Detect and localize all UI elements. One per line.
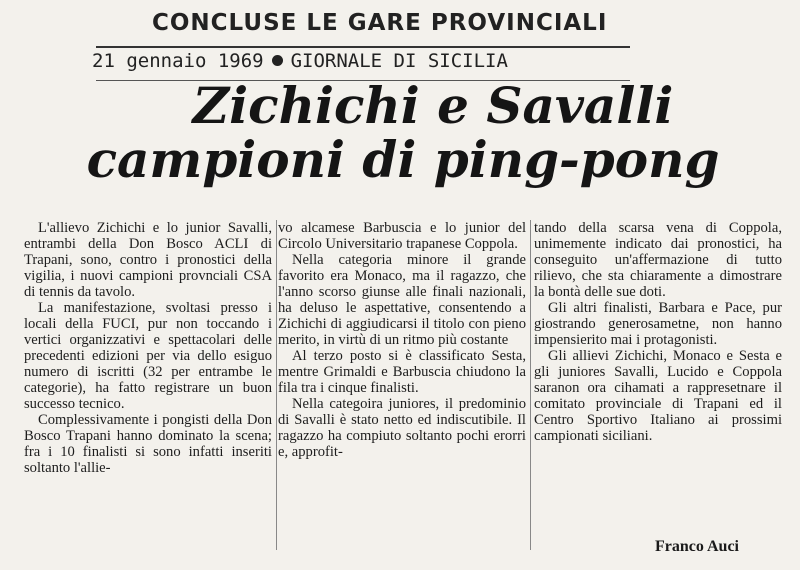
article-paragraph: vo alcamese Barbuscia e lo junior del Circolo Universitario trapanese Coppola. xyxy=(278,220,526,252)
article-column-1 xyxy=(24,220,272,476)
article-paragraph: tando della scarsa vena di Coppola, unimemente indicato dai pronostici, ha conseguito un'affermazione di tutto rilievo, che sta chiaramente a dimostrare la bontà delle sue doti. xyxy=(534,220,782,300)
column-divider xyxy=(276,220,277,550)
byline: Franco Auci xyxy=(655,538,739,555)
headline-line-1: Zichichi e Savalli xyxy=(192,76,674,135)
article-paragraph: Complessivamente i pongisti della Don Bosco Trapani hanno dominato la scena; fra i 10 finalisti si sono infatti inseriti soltanto l'allie- xyxy=(24,412,272,476)
dateline xyxy=(92,50,632,72)
article-paragraph: Gli allievi Zichichi, Monaco e Sesta e gli juniores Savalli, Lucido e Coppola saranon ora cihamati a rappresetnare il comitato provinciale di Trapani ed il Centro Sportivo Italiano ai prossimi campionati siciliani. xyxy=(534,348,782,444)
article-paragraph: L'allievo Zichichi e lo junior Savalli, entrambi della Don Bosco ACLI di Trapani, sono, contro i pronostici della vigilia, i nuovi campioni provnciali CSA di tennis da tavolo. xyxy=(24,220,272,300)
bullet-icon xyxy=(272,55,283,66)
article-body xyxy=(18,220,788,550)
kicker-headline: CONCLUSE LE GARE PROVINCIALI xyxy=(152,10,608,36)
column-divider xyxy=(530,220,531,550)
article-paragraph: Gli altri finalisti, Barbara e Pace, pur giostrando generosametne, non hanno impensierito mai i protagonisti. xyxy=(534,300,782,348)
article-paragraph: La manifestazione, svoltasi presso i locali della FUCI, pur non toccando i vertici organizzativi e spettacolari delle precedenti edizioni per via dello esiguo numero di iscritti (32 per entrambe le categorie), ha fatto registrare un buon successo tecnico. xyxy=(24,300,272,412)
kicker-rule xyxy=(96,46,630,48)
article-column-3 xyxy=(534,220,782,444)
article-paragraph: Al terzo posto si è classificato Sesta, mentre Grimaldi e Barbuscia chiudono la fila tra i cinque finalisti. xyxy=(278,348,526,396)
publication-date: 21 gennaio 1969 xyxy=(92,50,264,72)
article-paragraph: Nella categoira juniores, il predominio di Savalli è stato netto ed indiscutibile. Il ragazzo ha compiuto soltanto pochi erorri e, approfit- xyxy=(278,396,526,460)
main-headline xyxy=(18,78,788,188)
article-paragraph: Nella categoria minore il grande favorito era Monaco, ma il ragazzo, che l'anno scorso giunse alle finali nazionali, ha deluso le aspettative, consentendo a Zichichi di aggiudicarsi il titolo con pieno merito, in virtù di un ritmo più costante xyxy=(278,252,526,348)
article-column-2 xyxy=(278,220,526,460)
newspaper-name: GIORNALE DI SICILIA xyxy=(290,50,508,72)
headline-line-2: campioni di ping-pong xyxy=(86,130,720,189)
